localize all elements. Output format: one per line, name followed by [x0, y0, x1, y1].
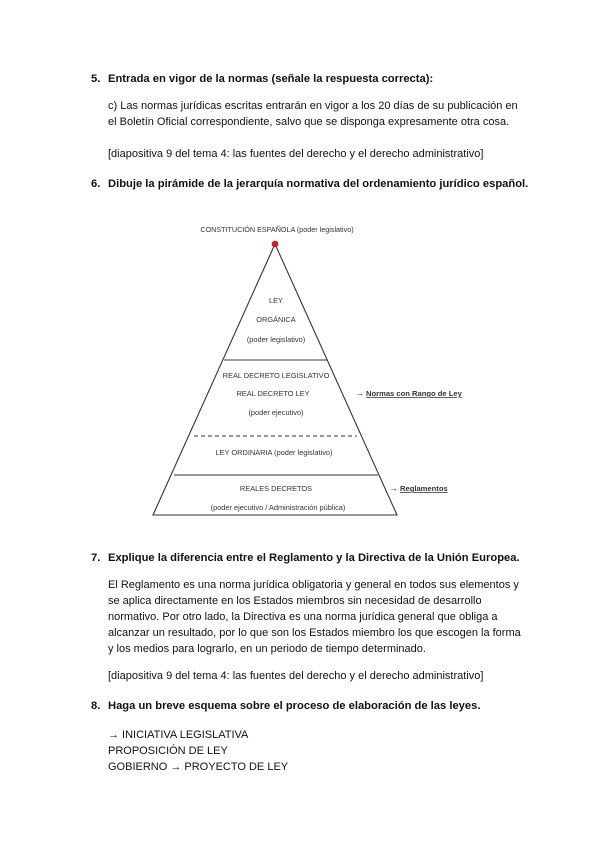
pyramid-outline [153, 244, 397, 515]
answer-line: y los medios para lograrlo, en un periodo de tiempo determinado. [108, 643, 426, 655]
level-2-line: REAL DECRETO LEGISLATIVO [222, 371, 330, 380]
answer-line: c) Las normas jurídicas escritas entrarán en vigor a los 20 días de su publicación en [108, 100, 518, 112]
question-6-heading [91, 178, 528, 190]
question-number: 8. [91, 700, 101, 712]
answer-line: el Boletín Oficial correspondiente, salvo que se disponga expresamente otra cosa. [108, 116, 510, 128]
question-5-answer [108, 98, 538, 130]
answer-line: normativo. Por otro lado, la Directiva es una norma jurídica general que obliga a [108, 611, 498, 623]
scheme-line: PROPOSICIÓN DE LEY [108, 745, 228, 757]
question-title: Entrada en vigor de la normas (señale la respuesta correcta): [108, 73, 434, 85]
question-title: Explique la diferencia entre el Reglamento y la Directiva de la Unión Europea. [108, 552, 520, 564]
level-1-line: (poder legislativo) [246, 335, 306, 344]
question-number: 5. [91, 73, 101, 85]
question-number: 6. [91, 178, 101, 190]
question-title: Haga un breve esquema sobre el proceso de elaboración de las leyes. [108, 700, 481, 712]
arrow-icon: → [389, 483, 398, 493]
side-label-regulations: Reglamentos [400, 484, 448, 493]
answer-line: alcanzar un resultado, por lo que son los Estados miembro los que escogen la forma [108, 627, 521, 639]
pyramid-apex-dot [272, 241, 279, 248]
scheme-line: GOBIERNO → PROYECTO DE LEY [108, 761, 289, 773]
question-title: Dibuje la pirámide de la jerarquía normativa del ordenamiento jurídico español. [108, 178, 529, 190]
arrow-icon: → [355, 388, 364, 398]
level-2-line: (poder ejecutivo) [248, 408, 304, 417]
level-4-line: REALES DECRETOS [239, 484, 313, 493]
question-7-heading [91, 552, 520, 564]
question-7-answer [108, 577, 538, 657]
question-8-scheme [108, 727, 538, 775]
level-2-line: REAL DECRETO LEY [236, 389, 310, 398]
question-number: 7. [91, 552, 101, 564]
level-1-line: LEY [269, 296, 283, 305]
answer-line: se aplica directamente en los Estados miembros sin necesidad de desarrollo [108, 595, 482, 607]
side-label-rank-of-law: Normas con Rango de Ley [366, 389, 462, 398]
answer-line: El Reglamento es una norma jurídica obligatoria y general en todos sus elementos y [108, 579, 519, 591]
question-5-reference: [diapositiva 9 del tema 4: las fuentes del derecho y el derecho administrativo] [108, 148, 484, 160]
level-3-label: LEY ORDINARIA (poder legislativo) [215, 448, 333, 457]
question-8-heading [91, 700, 480, 712]
question-5-heading [91, 73, 433, 85]
scheme-line: → INICIATIVA LEGISLATIVA [108, 729, 249, 741]
pyramid-apex-label: CONSTITUCIÓN ESPAÑOLA (poder legislativo) [200, 225, 354, 234]
level-4-line: (poder ejecutivo / Administración pública) [210, 503, 346, 512]
level-1-line: ORGÁNICA [256, 315, 296, 324]
question-7-reference: [diapositiva 9 del tema 4: las fuentes del derecho y el derecho administrativo] [108, 670, 484, 682]
